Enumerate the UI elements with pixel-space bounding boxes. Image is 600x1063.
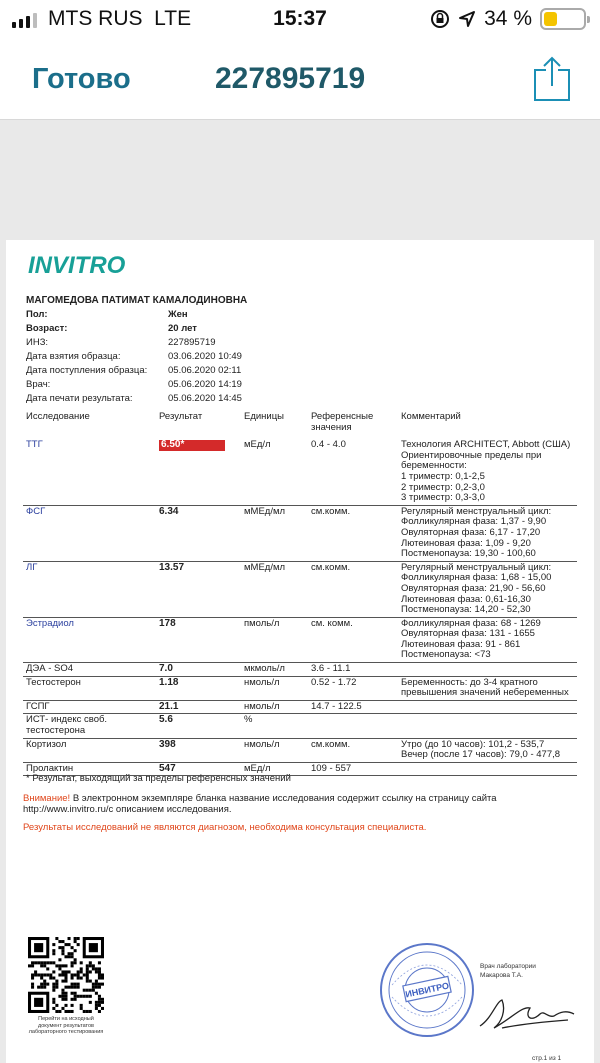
test-name[interactable]: Тестостерон <box>23 676 156 700</box>
patient-field-label: Дата взятия образца: <box>26 351 121 362</box>
qr-caption: Перейти на исходный документ результатов лабораторного тестирования <box>28 1016 104 1035</box>
result-row <box>23 617 577 662</box>
patient-field-label: Врач: <box>26 379 51 390</box>
patient-name: МАГОМЕДОВА ПАТИМАТ КАМАЛОДИНОВНА <box>26 295 248 306</box>
clock: 15:37 <box>273 7 327 30</box>
test-comment <box>398 561 577 617</box>
flagged-result: 6.50* <box>159 440 225 451</box>
test-units: мМЕд/мл <box>241 561 308 617</box>
attention-text: В электронном экземпляре бланка название исследования содержит ссылку на страницу сайта http://www.invitro.ru/с описанием исследования. <box>23 793 497 815</box>
comment-line: Вечер (после 17 часов): 79,0 - 477,8 <box>401 749 561 761</box>
test-reference: см.комм. <box>308 505 398 561</box>
comment-line: превышения значений небеременных <box>401 687 569 699</box>
share-icon[interactable] <box>532 56 572 102</box>
test-comment <box>398 738 577 762</box>
test-name[interactable]: Эстрадиол <box>23 617 156 662</box>
patient-field-value: 20 лет <box>168 323 197 334</box>
test-name[interactable]: ДЭА - SO4 <box>23 663 156 677</box>
test-reference: 3.6 - 11.1 <box>308 663 398 677</box>
status-right <box>430 7 586 31</box>
doctor-name: Макарова Т.А. <box>480 972 523 979</box>
test-reference: см. комм. <box>308 617 398 662</box>
patient-field-value: Жен <box>168 309 188 320</box>
header-reference: Референсные значения <box>311 411 374 433</box>
comment-line: Ориентировочные пределы при <box>401 449 542 461</box>
test-result <box>156 439 241 505</box>
result-value: 1.18 <box>159 676 179 688</box>
lab-stamp <box>378 941 476 1039</box>
patient-field-value: 03.06.2020 10:49 <box>168 351 242 362</box>
location-icon <box>458 10 476 28</box>
test-name[interactable]: Пролактин <box>23 762 156 776</box>
signature-image <box>472 988 582 1038</box>
test-reference: см.комм. <box>308 561 398 617</box>
result-row <box>23 714 577 738</box>
comment-line: Лютеиновая фаза: 91 - 861 <box>401 638 521 650</box>
test-comment <box>398 676 577 700</box>
test-name[interactable]: ФСГ <box>23 505 156 561</box>
test-name[interactable]: Кортизол <box>23 738 156 762</box>
comment-line: Утро (до 10 часов): 101,2 - 535,7 <box>401 738 545 750</box>
test-units: нмоль/л <box>241 676 308 700</box>
test-units: нмоль/л <box>241 738 308 762</box>
comment-line: Фолликулярная фаза: 1,37 - 9,90 <box>401 516 547 528</box>
comment-line: Беременность: до 3-4 кратного <box>401 676 538 688</box>
patient-field-value: 05.06.2020 14:19 <box>168 379 242 390</box>
test-units: % <box>241 714 308 738</box>
test-reference: 0.4 - 4.0 <box>308 439 398 505</box>
test-reference <box>308 714 398 738</box>
header-result: Результат <box>159 411 203 422</box>
test-result <box>156 738 241 762</box>
patient-field <box>26 392 566 406</box>
header-comment: Комментарий <box>401 411 461 422</box>
result-row <box>23 505 577 561</box>
carrier-label: MTS RUS LTE <box>48 7 192 30</box>
test-reference: 109 - 557 <box>308 762 398 776</box>
comment-line: Овуляторная фаза: 6,17 - 17,20 <box>401 526 541 538</box>
test-result <box>156 617 241 662</box>
result-row <box>23 700 577 714</box>
result-row <box>23 439 577 505</box>
patient-field-label: Дата поступления образца: <box>26 365 148 376</box>
done-button[interactable]: Готово <box>32 63 131 95</box>
comment-line: Овуляторная фаза: 21,90 - 56,60 <box>401 582 546 594</box>
comment-line: Лютеиновая фаза: 1,09 - 9,20 <box>401 537 531 549</box>
test-result <box>156 676 241 700</box>
test-comment <box>398 505 577 561</box>
test-units: мкмоль/л <box>241 663 308 677</box>
patient-field <box>26 364 566 378</box>
test-result <box>156 700 241 714</box>
attention-note <box>23 793 543 815</box>
test-reference: 0.52 - 1.72 <box>308 676 398 700</box>
lab-result-document[interactable] <box>6 240 594 1063</box>
patient-field-value: 05.06.2020 14:45 <box>168 393 242 404</box>
comment-line: Лютеиновая фаза: 0,61-16,30 <box>401 593 531 605</box>
navigation-bar <box>0 38 600 120</box>
header-test: Исследование <box>26 411 90 422</box>
result-row <box>23 676 577 700</box>
test-comment <box>398 714 577 738</box>
test-result <box>156 663 241 677</box>
comment-line: Фолликулярная фаза: 68 - 1269 <box>401 617 541 629</box>
comment-line: Постменопауза: 19,30 - 100,60 <box>401 548 536 560</box>
result-value: 398 <box>159 738 176 750</box>
comment-line: Регулярный менструальный цикл: <box>401 505 552 517</box>
test-result <box>156 561 241 617</box>
comment-line: Постменопауза: <73 <box>401 649 491 661</box>
patient-field-label: Пол: <box>26 309 48 320</box>
result-row <box>23 663 577 677</box>
result-value: 13.57 <box>159 561 185 573</box>
patient-field-label: Возраст: <box>26 323 68 334</box>
test-name[interactable]: ГСПГ <box>23 700 156 714</box>
test-units: нмоль/л <box>241 700 308 714</box>
test-comment <box>398 700 577 714</box>
table-header <box>23 412 577 439</box>
test-result <box>156 505 241 561</box>
patient-field <box>26 322 566 336</box>
test-result <box>156 714 241 738</box>
result-value: 7.0 <box>159 663 173 675</box>
page-number: стр.1 из 1 <box>532 1055 562 1062</box>
result-value: 547 <box>159 762 176 774</box>
header-units: Единицы <box>244 411 285 422</box>
patient-field-value: 227895719 <box>168 337 216 348</box>
battery-icon <box>540 8 586 30</box>
test-comment <box>398 439 577 505</box>
result-value: 178 <box>159 617 176 629</box>
comment-line: беременности: <box>401 460 467 472</box>
result-value: 21.1 <box>159 700 179 712</box>
invitro-logo: INVITRO <box>28 252 126 279</box>
patient-field <box>26 350 566 364</box>
doctor-signature-block <box>480 962 536 980</box>
battery-percent: 34 % <box>484 7 532 30</box>
patient-field-value: 05.06.2020 02:11 <box>168 365 242 376</box>
result-row <box>23 738 577 762</box>
patient-field-label: Дата печати результата: <box>26 393 133 404</box>
patient-info <box>26 294 566 406</box>
stamp-text: ИНВИТРО <box>404 980 450 1000</box>
disclaimer: Результаты исследований не являются диагнозом, необходима консультация специалиста. <box>23 822 427 833</box>
attention-word: Внимание! <box>23 793 71 804</box>
comment-line: 3 триместр: 0,3-3,0 <box>401 492 485 504</box>
result-value: 5.6 <box>159 714 173 726</box>
test-reference: см.комм. <box>308 738 398 762</box>
test-units: мЕд/л <box>241 762 308 776</box>
comment-line: 2 триместр: 0,2-3,0 <box>401 481 485 493</box>
patient-field-label: ИНЗ: <box>26 337 49 348</box>
result-value: 6.34 <box>159 505 179 517</box>
status-bar <box>0 0 600 38</box>
comment-line: Фолликулярная фаза: 1,68 - 15,00 <box>401 572 552 584</box>
test-units: мЕд/л <box>241 439 308 505</box>
test-reference: 14.7 - 122.5 <box>308 700 398 714</box>
test-comment <box>398 762 577 776</box>
test-units: мМЕд/мл <box>241 505 308 561</box>
test-name[interactable]: ИСТ- индекс своб. тестостерона <box>23 714 156 738</box>
comment-line: Регулярный менструальный цикл: <box>401 561 552 573</box>
test-comment <box>398 663 577 677</box>
patient-field <box>26 336 566 350</box>
doctor-title: Врач лаборатории <box>480 963 536 970</box>
comment-line: Постменопауза: 14,20 - 52,30 <box>401 604 531 616</box>
test-comment <box>398 617 577 662</box>
patient-field <box>26 378 566 392</box>
patient-field <box>26 308 566 322</box>
orientation-lock-icon <box>430 9 450 29</box>
footnote: * Результат, выходящий за пределы референсных значений <box>26 773 291 784</box>
result-row <box>23 561 577 617</box>
comment-line: Технология ARCHITECT, Abbott (США) <box>401 439 571 451</box>
comment-line: Овуляторная фаза: 131 - 1655 <box>401 628 535 640</box>
comment-line: 1 триместр: 0,1-2,5 <box>401 470 485 482</box>
test-name[interactable]: ЛГ <box>23 561 156 617</box>
results-table <box>23 412 577 776</box>
document-title: 227895719 <box>215 62 366 95</box>
test-name[interactable]: ТТГ <box>23 439 156 505</box>
test-units: пмоль/л <box>241 617 308 662</box>
qr-code[interactable] <box>28 937 104 1013</box>
